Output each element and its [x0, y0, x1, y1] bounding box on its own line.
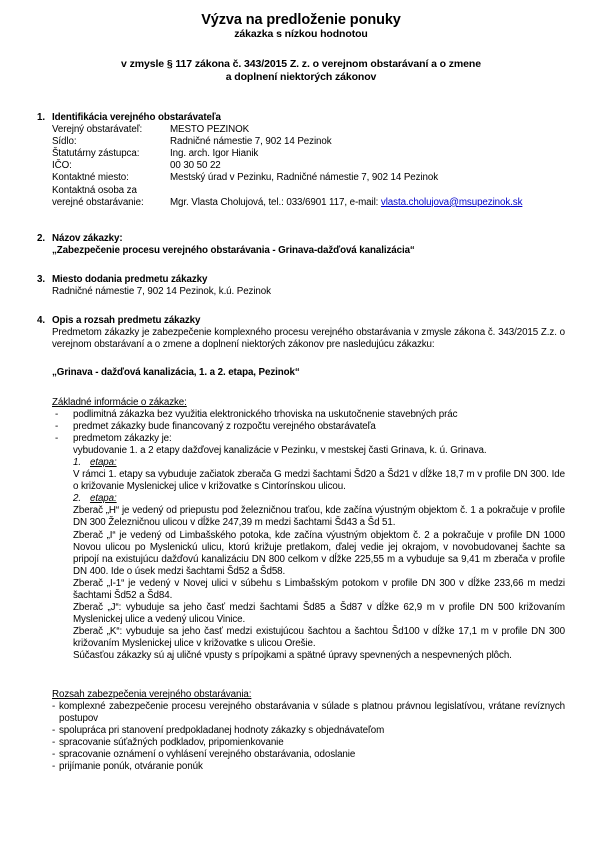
scope-text: komplexné zabezpečenie procesu verejného obstarávania v súlade s platnou právnou legislatívou, vrátane revíznych postupov	[59, 700, 565, 724]
section-number: 2.	[37, 232, 45, 244]
scope-text: spolupráca pri stanovení predpokladanej hodnoty zákazky s objednávateľom	[59, 724, 385, 736]
basic-info-item	[52, 421, 565, 433]
section-subject-description	[37, 315, 565, 773]
field-value: 00 30 50 22	[170, 160, 221, 172]
field-label: Kontaktné miesto:	[52, 172, 129, 184]
section-number: 4.	[37, 315, 45, 327]
basic-info-item	[52, 409, 565, 421]
field-label: Kontaktná osoba za	[52, 184, 137, 196]
field-row	[52, 124, 565, 136]
etapa-word: etapa:	[89, 456, 117, 468]
contract-name: „Zabezpečenie procesu verejného obstarávania - Grinava-dažďová kanalizácia“	[52, 244, 415, 256]
section-delivery-place	[37, 274, 565, 298]
etapa-number: 1.	[73, 456, 81, 468]
etapa-2-paragraph: Zberač „K“: vybuduje sa jeho časť medzi existujúcou šachtou a šachtou Šd100 v dĺžke 17,1 m v profile DN 300 križovaním Myslenickej ulice v križovatke s ulicou Orešie.	[73, 626, 565, 650]
scope-text: spracovanie oznámení o vyhlásení verejného obstarávania, odoslanie	[59, 749, 356, 761]
etapa-number: 2.	[73, 493, 81, 505]
etapa-2-label	[73, 493, 565, 505]
field-label: Štatutárny zástupca:	[52, 148, 140, 160]
etapa-2-paragraph: Zberač „I-1“ je vedený v Novej ulici v súbehu s Limbašským potokom v profile DN 300 v dĺžke 233,66 m medzi šachtami Šd52 a Šd84.	[73, 577, 565, 601]
email-link[interactable]: vlasta.cholujova@msupezinok.sk	[380, 196, 523, 208]
bullet-text: predmetom zákazky je:	[73, 432, 172, 444]
etapa-2-paragraph: Zberač „J“: vybuduje sa jeho časť medzi šachtami Šd85 a Šd87 v dĺžke 62,9 m v profile DN 500 križovaním Myslenickej ulice a vedený ulicou Vinice.	[73, 602, 565, 626]
etapa-word: etapa:	[89, 493, 117, 505]
legal-line-1: v zmysle § 117 zákona č. 343/2015 Z. z. o verejnom obstarávaní a o zmene	[121, 58, 481, 70]
bullet-text: predmet zákazky bude financovaný z rozpočtu verejného obstarávateľa	[73, 420, 376, 432]
scope-item	[52, 737, 565, 749]
subject-intro: Predmetom zákazky je zabezpečenie komplexného procesu verejného obstarávania v zmysle zákona č. 343/2015 Z.z. o verejnom obstarávaní a o zmene a doplnení niektorých zákonov pre nasledujúcu zákazku:	[52, 327, 565, 351]
delivery-address: Radničné námestie 7, 902 14 Pezinok, k.ú. Pezinok	[52, 286, 271, 298]
section-heading: Názov zákazky:	[52, 232, 123, 244]
field-value: MESTO PEZINOK	[170, 124, 250, 136]
field-row	[52, 172, 565, 184]
doc-subtitle: zákazka s nízkou hodnotou	[234, 28, 368, 40]
bullet-dash: -	[55, 432, 59, 444]
bullet-dash: -	[52, 749, 56, 761]
scope-text: prijímanie ponúk, otváranie ponúk	[59, 761, 203, 773]
project-name: „Grinava - dažďová kanalizácia, 1. a 2. etapa, Pezinok“	[52, 367, 300, 379]
field-label: Sídlo:	[52, 136, 77, 148]
scope-item	[52, 725, 565, 737]
etapa-1-text: V rámci 1. etapy sa vybuduje začiatok zberača G medzi šachtami Šd20 a Šd21 v dĺžke 18,7 m v profile DN 300. Ide o križovanie Myslenickej ulice v križovatke s Cintorínskou ulicou.	[73, 469, 565, 493]
bullet-dash: -	[55, 420, 59, 432]
basic-info-item	[52, 433, 565, 445]
scope-item	[52, 749, 565, 761]
legal-reference	[37, 58, 565, 84]
field-label: Verejný obstarávateľ:	[52, 124, 143, 136]
field-value	[170, 197, 565, 209]
section-number: 3.	[37, 273, 45, 285]
etapa-2-paragraph: Súčasťou zákazky sú aj uličné vpusty s prípojkami a spätné úpravy spevnených a nespevnených plôch.	[73, 650, 512, 662]
field-row	[52, 185, 565, 197]
contact-text: Mgr. Vlasta Cholujová, tel.: 033/6901 117, e-mail:	[170, 196, 381, 208]
bullet-text: podlimitná zákazka bez využitia elektronického trhoviska na uskutočnenie stavebných prác	[73, 408, 458, 420]
bullet-dash: -	[52, 700, 56, 712]
field-row	[52, 160, 565, 172]
field-row	[52, 136, 565, 148]
detail-intro: vybudovanie 1. a 2 etapy dažďovej kanalizácie v Pezinku, v mestskej časti Grinava, k. ú. Grinava.	[73, 444, 487, 456]
section-number: 1.	[37, 112, 45, 123]
etapa-1-label	[73, 457, 565, 469]
scope-item	[52, 701, 565, 725]
section-identification	[37, 112, 565, 209]
field-value	[170, 185, 565, 197]
doc-title: Výzva na predloženie ponuky	[201, 12, 401, 28]
field-label: IČO:	[52, 160, 72, 172]
etapa-2-paragraph: Zberač „I“ je vedený od Limbašského potoka, kde začína výustným objektom č. 2 a pokračuje v profile DN 1000 Novou ulicou po Myslenickú ulicu, ktorú križuje pretlakom, ďalej vedie jej okrajom, v novobudovanej šachte sa pripojí na existujúcu dažďovú kanalizáciu DN 800 celkom v dĺžke 225,55 m a vybuduje sa 9,41 m zberača v profile DN 400. Ide o úsek medzi šachtami Šd52 a Šd58.	[73, 529, 565, 577]
field-value: Ing. arch. Igor Hianik	[170, 148, 259, 160]
basic-info-heading: Základné informácie o zákazke:	[52, 396, 187, 408]
field-value: Radničné námestie 7, 902 14 Pezinok	[170, 136, 332, 148]
etapa-2-paragraph: Zberač „H“ je vedený od priepustu pod železničnou traťou, kde začína výustným objektom č. 1 a pokračuje v profile DN 300 Železničnou ulicou v dĺžke 247,39 m medzi šachtami Šd43 a Šd 51.	[73, 505, 565, 529]
field-label: verejné obstarávanie:	[52, 196, 144, 208]
legal-line-2: a doplnení niektorých zákonov	[225, 71, 377, 83]
bullet-dash: -	[52, 724, 56, 736]
section-contract-name	[37, 233, 565, 257]
scope-item	[52, 761, 565, 773]
field-row	[52, 148, 565, 160]
section-heading: Identifikácia verejného obstarávateľa	[52, 112, 221, 123]
scope-heading: Rozsah zabezpečenia verejného obstarávania:	[52, 688, 252, 700]
scope-text: spracovanie súťažných podkladov, pripomienkovanie	[59, 736, 284, 748]
field-value: Mestský úrad v Pezinku, Radničné námestie 7, 902 14 Pezinok	[170, 172, 439, 184]
field-row-contact	[52, 197, 565, 209]
section-heading: Miesto dodania predmetu zákazky	[52, 273, 208, 285]
bullet-dash: -	[52, 736, 56, 748]
bullet-dash: -	[52, 761, 56, 773]
section-heading: Opis a rozsah predmetu zákazky	[52, 315, 201, 327]
bullet-dash: -	[55, 408, 59, 420]
